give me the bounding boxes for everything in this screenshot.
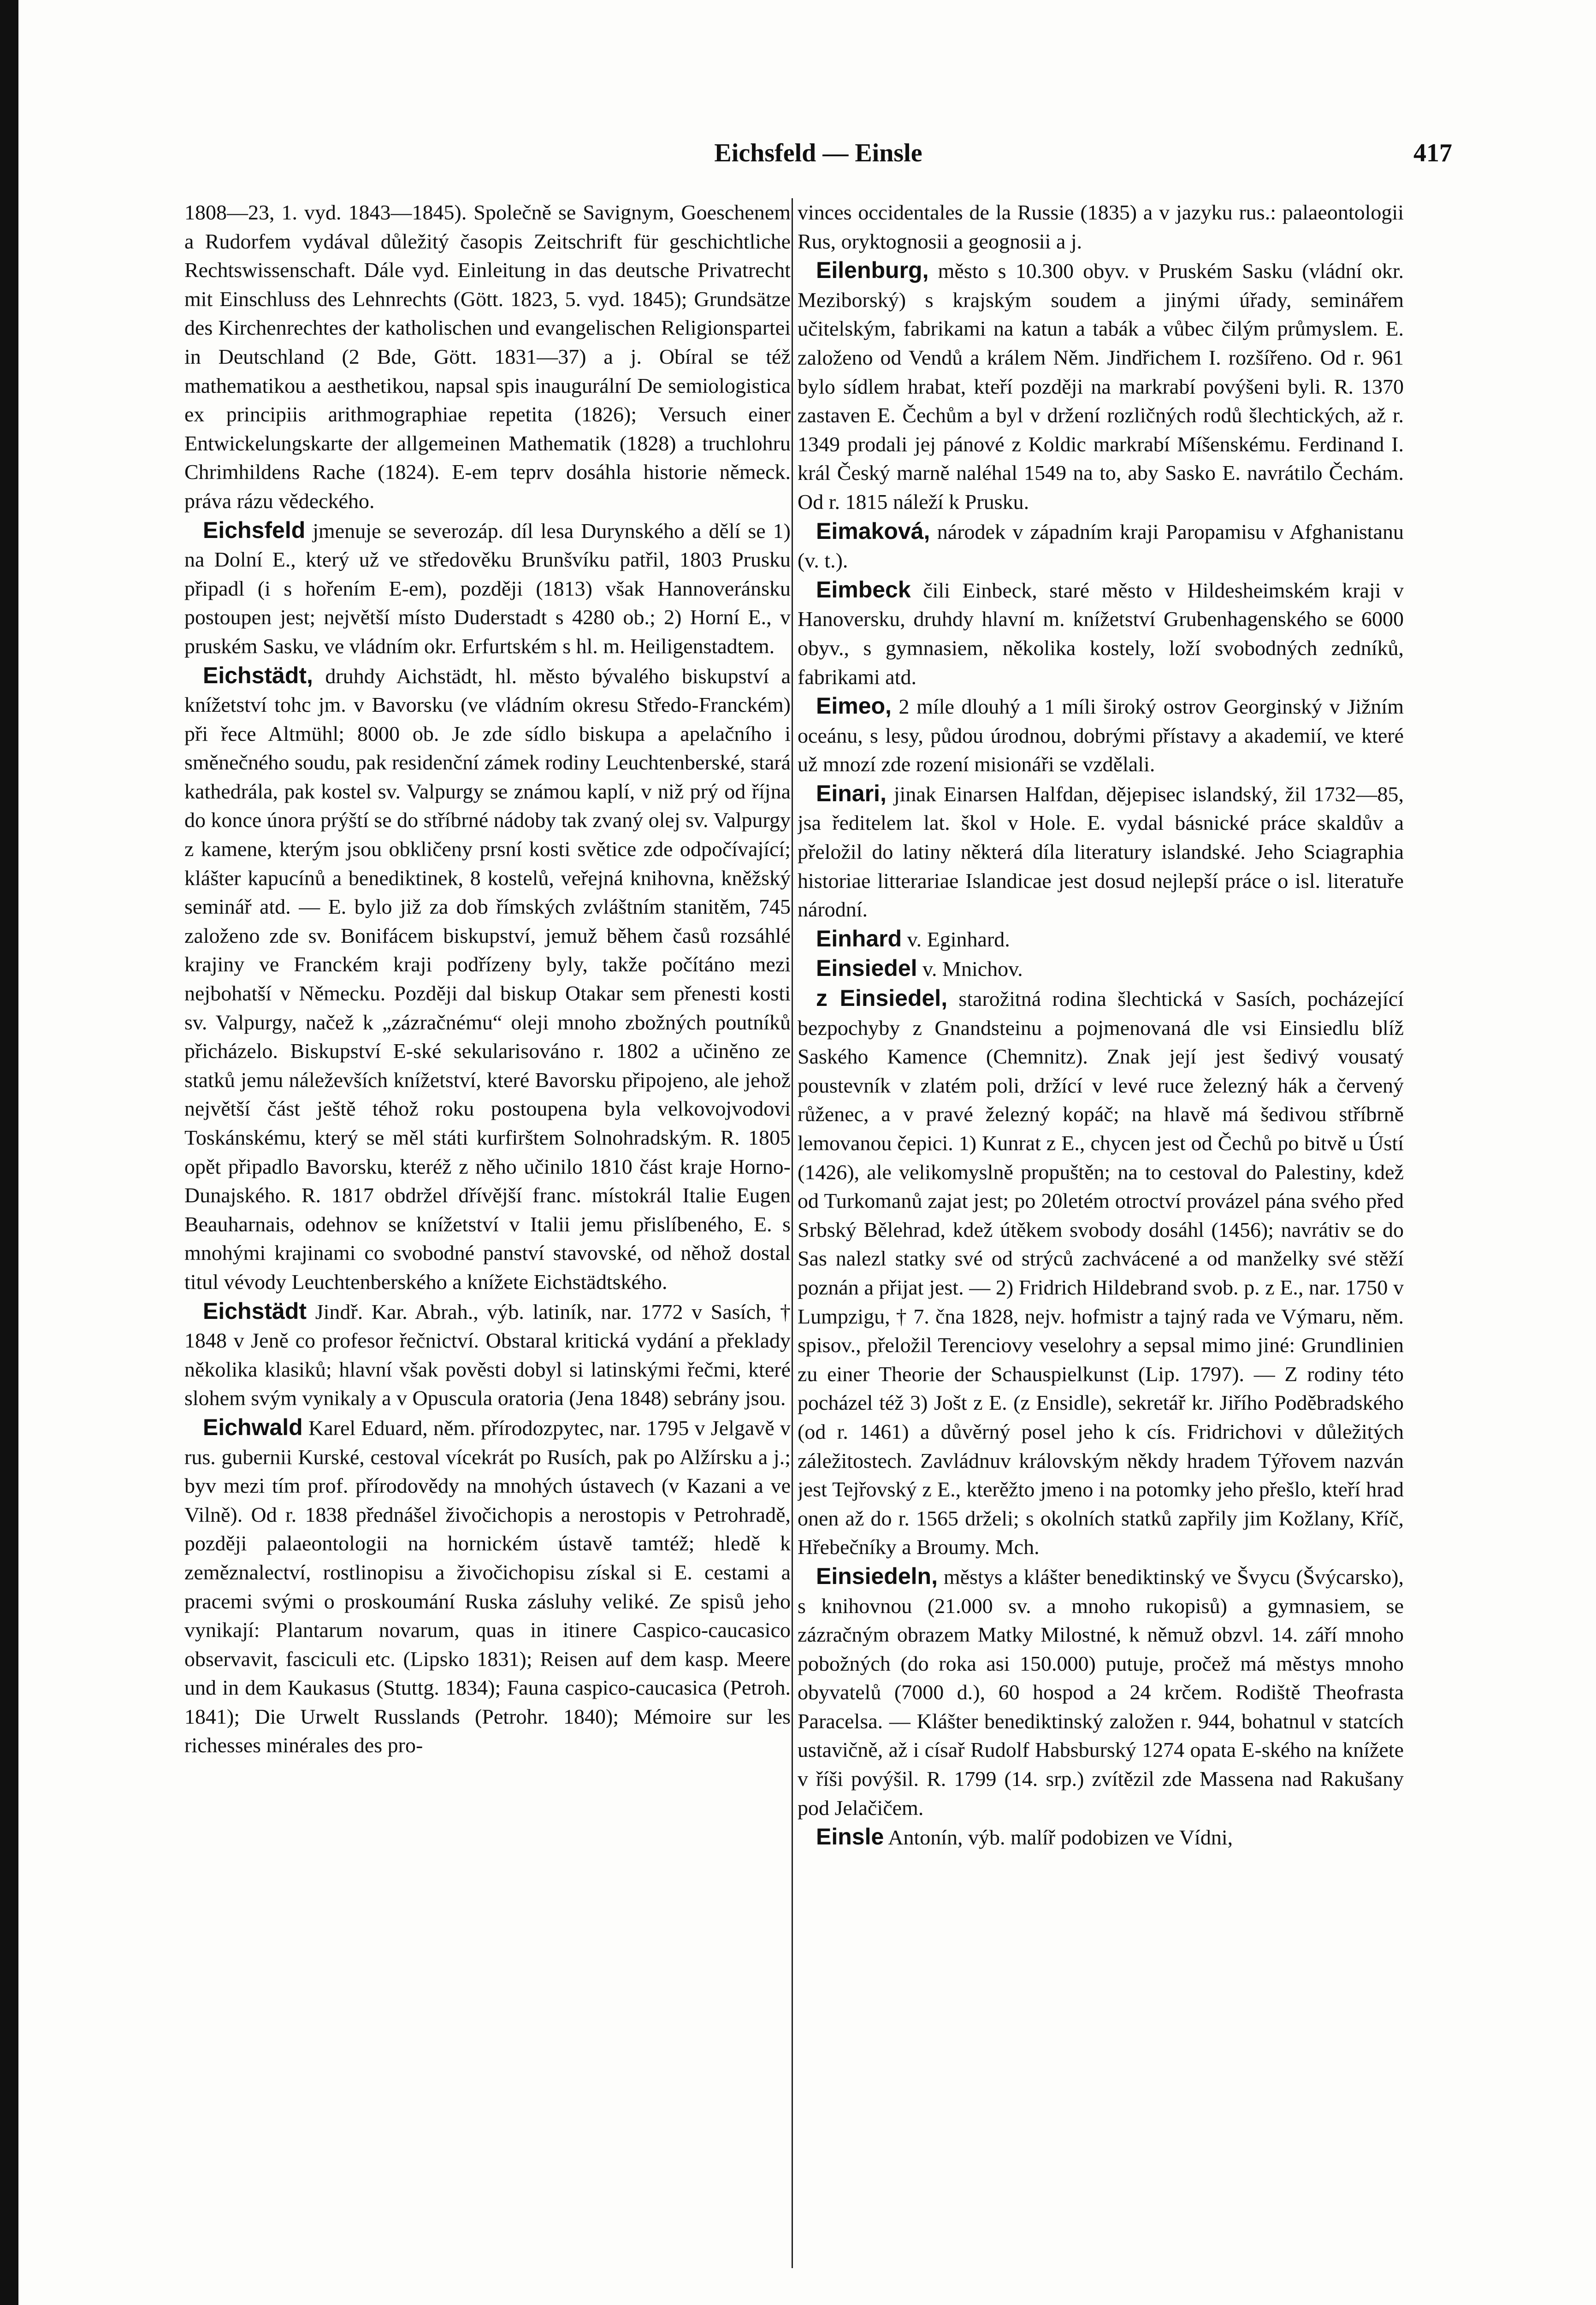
headword: Eichwald (203, 1414, 303, 1440)
entry-z-einsiedel: z Einsiedel, starožitná rodina šlechtická v Sasích, pocházející bezpochyby z Gnandsteinu a pojmenovaná dle vsi Einsiedlu blíž Saského Kamence (Chemnitz). Znak její jest šedivý vousatý poustevník v zlatém poli, držící v levé ruce železný hák a červený růženec, a v pravé železný kopáč; na hlavě má šedivou stříbrně lemovanou čepici. 1) Kunrat z E., chycen jest od Čechů po bitvě u Ústí (1426), ale velikomyslně propuštěn; na to cestoval do Palestiny, kdež od Turkomanů zajat jest; po 20letém otroctví provázel pána svého před Srbský Bělehrad, kdež útěkem svobody dosáhl (1456); navrátiv se do Sas nalezl statky své od strýců zachvácené a od manželky své stěží poznán a přijat jest. — 2) Fridrich Hildebrand svob. p. z E., nar. 1750 v Lumpzigu, † 7. čna 1828, nejv. hofmistr a tajný rada ve Výmaru, něm. spisov., přeložil Terenciovy veselohry a sepsal mimo jiné: Grundlinien zu einer Theorie der Schauspielkunst (Lip. 1797). — Z rodiny této pocházel též 3) Jošt z E. (z Ensidle), sekretář kr. Jiřího Poděbradského (od r. 1461) a důvěrný posel jeho k cís. Fridrichovi v důležitých záležitostech. Zavládnuv královským někdy hradem Týřovem nazván jest Tejřovský z E., kterěžto jmeno i na potomky jeho přešlo, kteří hrad onen až do r. 1565 drželi; s okolních statků zapřily jim Kožlany, Kříč, Hřebečníky a Broumy. Mch. (798, 985, 1404, 1559)
headword: Eimaková, (816, 518, 930, 544)
page-number: 417 (1413, 139, 1452, 167)
headword: Eichstädt, (203, 662, 313, 688)
entry-eichwald: Eichwald Karel Eduard, něm. přírodozpytec, nar. 1795 v Jelgavě v rus. gubernii Kurské, cestoval vícekrát po Rusích, pak po Alžírsku a j.; byv mezi tím prof. přírodovědy na mnohých ústavech (v Kazani a ve Vilně). Od r. 1838 přednášel živočichopis a nerostopis v Petrohradě, později palaeontologii na hornickém ústavě tamtéž; hledě k zeměznalectví, rostlinopisu a živočichopisu získal si E. cestami a pracemi svými o proskoumání Ruska zásluhy veliké. Ze spisů jeho vynikají: Plantarum novarum, quas in itinere Caspico-caucasico observavit, fasciculi etc. (Lipsko 1831); Reisen auf dem kasp. Meere und in dem Kaukasus (Stuttg. 1834); Fauna caspico-caucasica (Petroh. 1841); Die Urwelt Russlands (Petrohr. 1840); Mémoire sur les richesses minérales des pro- (184, 1414, 791, 1757)
entry-einsle: Einsle Antonín, výb. malíř podobizen ve Vídni, (816, 1824, 1233, 1850)
left-column (184, 198, 791, 2305)
entry-eimeo: Eimeo, 2 míle dlouhý a 1 míli široký ostrov Georginský v Jižním oceánu, s lesy, půdou úrodnou, dobrými přístavy a akademií, ve které už mnozí zde rození misionáři se vzdělali. (798, 693, 1404, 776)
headword: Einhard (816, 925, 902, 952)
headword: Einari, (816, 780, 887, 806)
headword: Einsiedel (816, 955, 917, 981)
entry-eichsfeld: Eichsfeld jmenuje se severozáp. díl lesa Durynského a dělí se 1) na Dolní E., který už ve středověku Brunšvíku patřil, 1803 Prusku připadl (i s hořením E-em), později (1813) však Hannoveránsku postoupen jest; největší místo Duderstadt s 4280 ob.; 2) Horní E., v pruském Sasku, ve vládním okr. Erfurtském s hl. m. Heiligenstadtem. (184, 517, 791, 658)
headword: Eilenburg, (816, 257, 929, 284)
headword: z Einsiedel, (816, 985, 948, 1011)
page-header (184, 138, 1452, 175)
entry-einhard: Einhard v. Eginhard. (816, 925, 1010, 952)
column-divider (792, 198, 793, 2268)
entry-eimakova: Eimaková, národek v západním kraji Paropamisu v Afghanistanu (v. t.). (798, 518, 1404, 573)
headword: Einsle (816, 1824, 884, 1850)
headword: Eichstädt (203, 1298, 307, 1324)
headword: Einsiedeln, (816, 1563, 938, 1589)
entry-einari: Einari, jinak Einarsen Halfdan, dějepisec islandský, žil 1732—85, jsa ředitelem lat. škol v Hole. E. vydal básnické práce skaldův a přeložil do latiny některá díla literatury islandské. Jeho Sciagraphia historiae litterariae Islandicae jest dosud nejlepší práce o isl. literatuře národní. (798, 780, 1404, 922)
headword: Eichsfeld (203, 517, 306, 543)
headword: Eimeo, (816, 693, 892, 719)
right-column (798, 198, 1404, 2305)
entry-eimbeck: Eimbeck čili Einbeck, staré město v Hildesheimském kraji v Hanoversku, druhdy hlavní m. knížetství Grubenhagenského se 6000 obyv., s gymnasiem, několika kostely, loží svobodných zedníků, fabrikami atd. (798, 576, 1404, 689)
entry-einsiedel-ref: Einsiedel v. Mnichov. (816, 955, 1023, 981)
entry-eilenburg: Eilenburg, město s 10.300 obyv. v Pruském Sasku (vládní okr. Meziborský) s krajským soudem a jinými úřady, seminářem učitelským, fabrikami na katun a tabák a vůbec čilým průmyslem. E. založeno od Vendů a králem Něm. Jindřichem I. rozšířeno. Od r. 961 bylo sídlem hrabat, kteří později na markrabí povýšeni byli. R. 1370 zastaven E. Čechům a byl v držení rozličných rodů šlechtických, až r. 1349 prodali jej pánové z Koldic markrabí Míšenskému. Ferdinand I. král Český marně naléhal 1549 na to, aby Sasko E. navrátilo Čechám. Od r. 1815 náleží k Prusku. (798, 257, 1404, 514)
running-title: Eichsfeld — Einsle (714, 139, 922, 167)
entry-eichstadt-person: Eichstädt Jindř. Kar. Abrah., výb. latiník, nar. 1772 v Sasích, † 1848 v Jeně co profesor řečnictví. Obstaral kritická vydání a překlady několika klasiků; hlavní však pověsti dobyl si latinskými řečmi, které slohem svým vynikaly a v Opuscula oratoria (Jena 1848) sebrány jsou. (184, 1298, 791, 1410)
entry-einsiedeln: Einsiedeln, městys a klášter benediktinský ve Švycu (Švýcarsko), s knihovnou (21.000 sv. a mnoho rukopisů) a gymnasiem, se zázračným obrazem Matky Milostné, k němuž obzvl. 14. září mnoho pobožných (do roka asi 150.000) putuje, pročež má městys mnoho obyvatelů (7000 d.), 60 hospod a 24 krčem. Rodiště Theofrasta Paracelsa. — Klášter benediktinský založen r. 944, bohatnul v statcích ustavičně, až i císař Rudolf Habsburský 1274 opata E-ského na knížete v říši povýšil. R. 1799 (14. srp.) zvítězil zde Massena nad Rakušany pod Jelačičem. (798, 1563, 1404, 1820)
entry-eichstadt-city: Eichstädt, druhdy Aichstädt, hl. město bývalého biskupství a knížetství tohc jm. v Bavorsku (ve vládním okresu Středo-Franckém) při řece Altmühl; 8000 ob. Je zde sídlo biskupa a apelačního i směnečného soudu, pak residenční zámek rodiny Leuchtenberské, stará kathedrála, pak kostel sv. Valpurgy se známou kaplí, v niž prý od října do konce února prýští se do stříbrné nádoby tak zvaný olej sv. Valpurgy z kamene, kterým jsou obkličeny prsní kosti světice zde odpočívající; klášter kapucínů a benediktinek, 8 kostelů, veřejná knihovna, kněžský seminář atd. — E. bylo již za dob římských zvláštním stanitěm, 745 založeno zde sv. Bonifácem biskupství, jemuž během časů rozsáhlé krajiny ve Franckém kraji podřízeny byly, takže počítáno mezi nejbohatší v Německu. Později dal biskup Otakar sem přenesti kosti sv. Valpurgy, načež k „zázračnému“ oleji mnoho zbožných poutníků přicházelo. Biskupství E-ské sekularisováno r. 1802 a učiněno ze statků jemu náleževších knížetství, které Bavorsku připojeno, ale jehož největší část ještě téhož roku postoupena byla velkovojvodovi Toskánskému, který se měl státi kurfirštem Solnohradským. R. 1805 opět připadlo Bavorsku, kteréž z něho učinilo 1810 část kraje Horno-Dunajského. R. 1817 obdržel dřívější franc. místokrál Italie Eugen Beauharnais, odehnov se knížetství v Italii jemu přislíbeného, E. s mnohými krajinami co svobodné panství stavovské, od něhož dostal titul vévody Leuchtenberského a knížete Eichstädtského. (184, 662, 791, 1294)
entry-continuation: vinces occidentales de la Russie (1835) a v jazyku rus.: palaeontologii Rus, oryktognosii a geognosii a j. (798, 201, 1404, 253)
headword: Eimbeck (816, 576, 911, 603)
entry-continuation: 1808—23, 1. vyd. 1843—1845). Společně se Savignym, Goeschenem a Rudorfem vydával důležitý časopis Zeitschrift für geschichtliche Rechtswissenschaft. Dále vyd. Einleitung in das deutsche Privatrecht mit Einschluss des Lehnrechts (Gött. 1823, 5. vyd. 1845); Grundsätze des Kirchenrechtes der katholischen und evangelischen Religionspartei in Deutschland (2 Bde, Gött. 1831—37) a j. Obíral se též mathematikou a aesthetikou, napsal spis inaugurální De semiologistica ex principiis arithmographiae repetita (1826); Versuch einer Entwickelungskarte der allgemeinen Mathematik (1828) a truchlohru Chrimhildens Rache (1824). E-em teprv dosáhla historie německ. práva rázu vědeckého. (184, 201, 791, 513)
